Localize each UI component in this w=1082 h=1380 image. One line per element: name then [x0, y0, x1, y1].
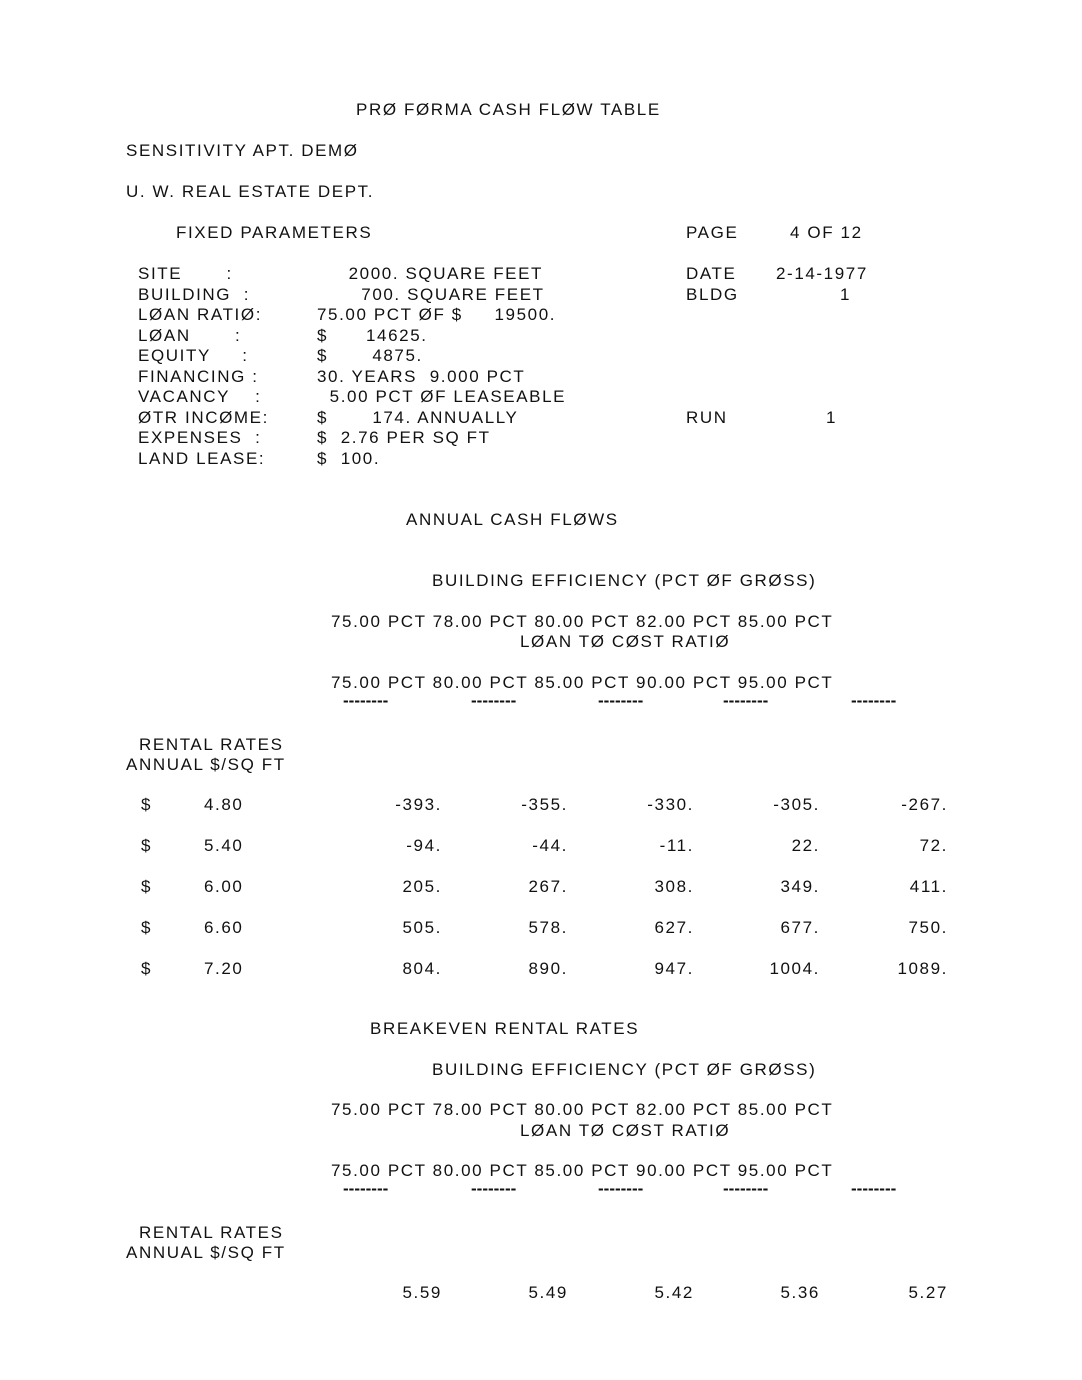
breakeven-efficiency-headers: 75.00 PCT 78.00 PCT 80.00 PCT 82.00 PCT 85.00 PCT [331, 1100, 834, 1119]
row-rental-rate: 6.00 [204, 877, 244, 896]
parameter-value: $ 174. ANNUALLY [317, 407, 519, 427]
breakeven-rental-unit: ANNUAL $/SQ FT [126, 1243, 286, 1262]
cash-flow-cell: -393. [395, 795, 442, 814]
breakeven-ltc-headers: 75.00 PCT 80.00 PCT 85.00 PCT 90.00 PCT 95.00 PCT [331, 1161, 834, 1180]
cash-flows-efficiency-headers: 75.00 PCT 78.00 PCT 80.00 PCT 82.00 PCT 85.00 PCT [331, 612, 834, 631]
cash-flow-cell: 1089. [897, 959, 948, 978]
parameter-label: LAND LEASE: [138, 448, 266, 468]
breakeven-cell: 5.59 [402, 1283, 442, 1302]
parameter-label: EQUITY : [138, 346, 249, 365]
cash-flow-cell: 72. [919, 836, 948, 855]
cash-flow-cell: 677. [780, 918, 820, 937]
breakeven-cell: 5.36 [780, 1283, 820, 1302]
dash-separator: -------- [851, 1179, 897, 1198]
run-value: 1 [826, 408, 838, 427]
parameter-label: LØAN : [138, 325, 242, 345]
date-value: 2-14-1977 [776, 264, 868, 283]
fixed-parameters-heading: FIXED PARAMETERS [176, 223, 373, 242]
row-currency: $ [141, 877, 153, 896]
cash-flow-cell: 267. [528, 877, 568, 896]
parameter-value: 700. SQUARE FEET [317, 284, 545, 304]
cash-flows-rental-unit: ANNUAL $/SQ FT [126, 755, 286, 774]
row-currency: $ [141, 918, 153, 937]
breakeven-efficiency-heading: BUILDING EFFICIENCY (PCT ØF GRØSS) [432, 1060, 817, 1079]
cash-flow-cell: 505. [402, 918, 442, 937]
parameter-label: BUILDING : [138, 284, 251, 304]
page-label: PAGE [686, 223, 739, 242]
row-rental-rate: 6.60 [204, 918, 244, 937]
breakeven-rental-label: RENTAL RATES [139, 1223, 284, 1242]
cash-flow-cell: 750. [908, 918, 948, 937]
parameter-value: 30. YEARS 9.000 PCT [317, 366, 526, 386]
breakeven-cell: 5.42 [654, 1283, 694, 1302]
date-label: DATE [686, 264, 737, 283]
breakeven-cell: 5.27 [908, 1283, 948, 1302]
parameter-label: ØTR INCØME: [138, 407, 269, 427]
dash-separator: -------- [598, 1179, 644, 1198]
subtitle-dept: U. W. REAL ESTATE DEPT. [126, 182, 375, 201]
cash-flows-rental-label: RENTAL RATES [139, 735, 284, 754]
cash-flow-cell: 205. [402, 877, 442, 896]
dash-separator: -------- [343, 691, 389, 710]
row-rental-rate: 7.20 [204, 959, 244, 978]
parameter-label: LØAN RATIØ: [138, 305, 263, 324]
row-currency: $ [141, 836, 153, 855]
dash-separator: -------- [723, 691, 769, 710]
bldg-label: BLDG [686, 285, 739, 304]
row-currency: $ [141, 959, 153, 978]
dash-separator: -------- [851, 691, 897, 710]
cash-flow-cell: -305. [773, 795, 820, 814]
dash-separator: -------- [471, 1179, 517, 1198]
parameter-label: VACANCY : [138, 387, 262, 406]
bldg-value: 1 [840, 285, 852, 304]
parameter-value: 5.00 PCT ØF LEASEABLE [317, 387, 567, 406]
cash-flow-cell: 890. [528, 959, 568, 978]
cash-flow-cell: -94. [406, 836, 442, 855]
breakeven-cell: 5.49 [528, 1283, 568, 1302]
dash-separator: -------- [343, 1179, 389, 1198]
parameter-value: 75.00 PCT ØF $ 19500. [317, 305, 557, 324]
cash-flow-cell: 411. [909, 877, 948, 896]
page-title: PRØ FØRMA CASH FLØW TABLE [356, 100, 661, 119]
cash-flows-heading: ANNUAL CASH FLØWS [406, 510, 619, 529]
run-label: RUN [686, 408, 728, 427]
cash-flow-cell: 947. [654, 959, 694, 978]
cash-flow-cell: -267. [901, 795, 948, 814]
cash-flow-cell: 349. [780, 877, 820, 896]
dash-separator: -------- [723, 1179, 769, 1198]
row-rental-rate: 4.80 [204, 795, 244, 814]
row-currency: $ [141, 795, 153, 814]
parameter-value: $ 4875. [317, 346, 423, 365]
parameter-value: $ 2.76 PER SQ FT [317, 428, 491, 447]
breakeven-heading: BREAKEVEN RENTAL RATES [370, 1019, 640, 1038]
cash-flow-cell: 1004. [769, 959, 820, 978]
page-number: 4 OF 12 [790, 223, 863, 242]
dash-separator: -------- [471, 691, 517, 710]
cash-flow-cell: -330. [647, 795, 694, 814]
cash-flow-cell: 578. [528, 918, 568, 937]
cash-flows-ltc-heading: LØAN TØ CØST RATIØ [520, 632, 731, 651]
parameter-label: FINANCING : [138, 366, 259, 386]
cash-flow-cell: -355. [521, 795, 568, 814]
cash-flow-cell: 627. [654, 918, 694, 937]
dash-separator: -------- [598, 691, 644, 710]
parameter-label: EXPENSES : [138, 428, 262, 447]
cash-flow-cell: 308. [654, 877, 694, 896]
parameter-value: $ 14625. [317, 325, 428, 345]
breakeven-ltc-heading: LØAN TØ CØST RATIØ [520, 1121, 731, 1140]
parameter-value: 2000. SQUARE FEET [317, 264, 544, 283]
row-rental-rate: 5.40 [204, 836, 244, 855]
cash-flow-cell: 804. [402, 959, 442, 978]
cash-flows-ltc-headers: 75.00 PCT 80.00 PCT 85.00 PCT 90.00 PCT 95.00 PCT [331, 673, 834, 692]
cash-flow-cell: -44. [532, 836, 568, 855]
cash-flow-cell: -11. [659, 836, 694, 855]
cash-flow-cell: 22. [791, 836, 820, 855]
cash-flows-efficiency-heading: BUILDING EFFICIENCY (PCT ØF GRØSS) [432, 571, 817, 590]
parameter-label: SITE : [138, 264, 233, 283]
subtitle-demo: SENSITIVITY APT. DEMØ [126, 141, 359, 160]
parameter-value: $ 100. [317, 448, 381, 468]
